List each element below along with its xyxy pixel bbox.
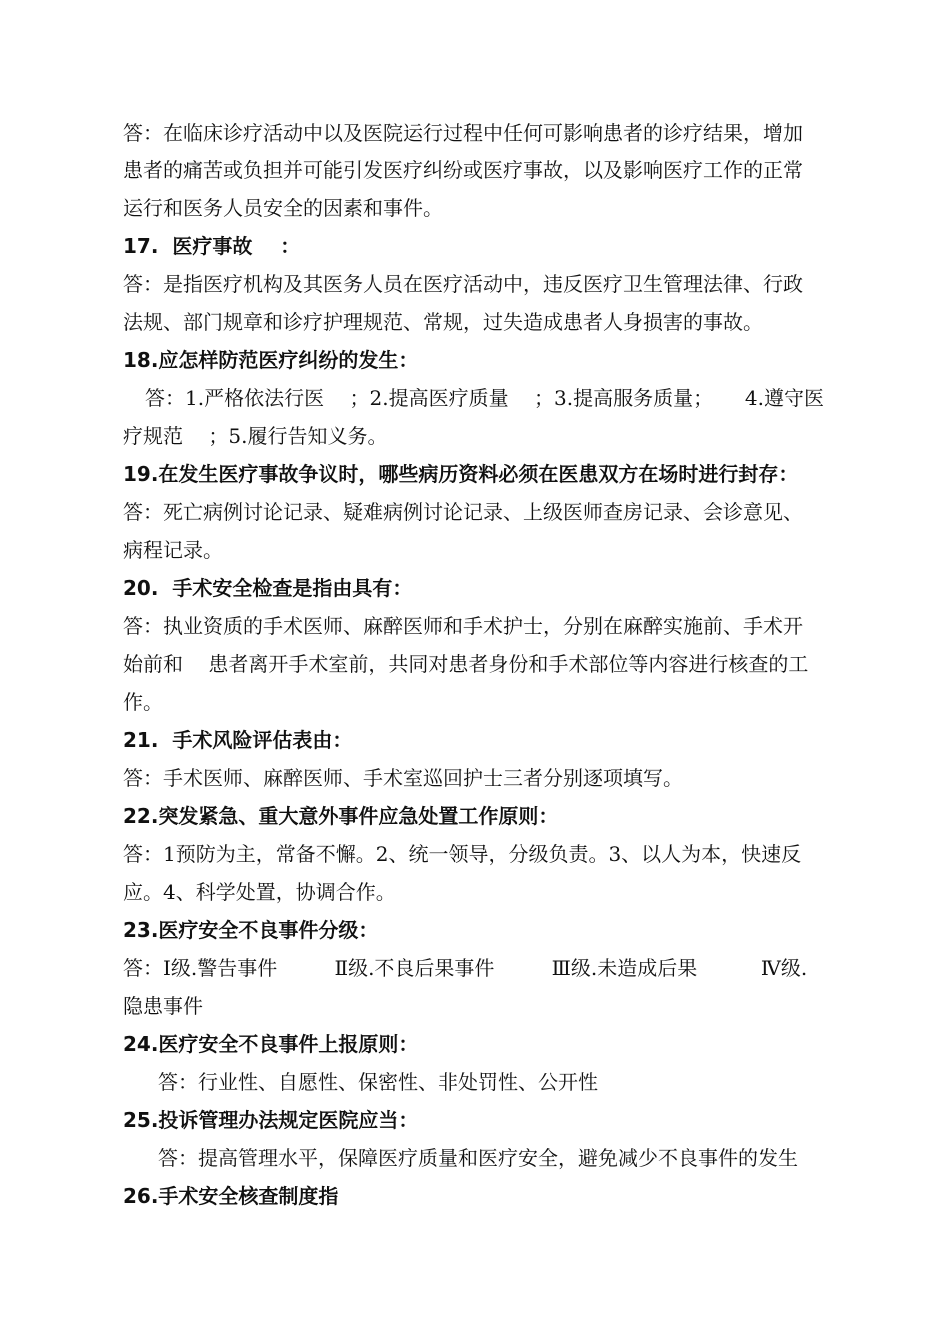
answer-line: 病程记录。: [123, 538, 223, 562]
answer-line: 疗规范 ；5.履行告知义务。: [123, 424, 388, 448]
answer-line: 始前和 患者离开手术室前，共同对患者身份和手术部位等内容进行核查的工: [123, 652, 809, 676]
question-heading: 17. 医疗事故 ：: [123, 234, 301, 258]
answer-line: 法规、部门规章和诊疗护理规范、常规，过失造成患者人身损害的事故。: [123, 310, 763, 334]
question-heading: 20. 手术安全检查是指由具有：: [123, 576, 413, 600]
answer-line: 答：行业性、自愿性、保密性、非处罚性、公开性: [158, 1070, 598, 1094]
answer-line: 答：执业资质的手术医师、麻醉医师和手术护士，分别在麻醉实施前、手术开: [123, 614, 803, 638]
answer-line: 答：提高管理水平，保障医疗质量和医疗安全，避免减少不良事件的发生: [158, 1146, 798, 1170]
question-heading: 25.投诉管理办法规定医院应当：: [123, 1108, 419, 1132]
question-heading: 22.突发紧急、重大意外事件应急处置工作原则：: [123, 804, 559, 828]
question-heading: 26.手术安全核查制度指: [123, 1184, 339, 1208]
question-heading: 18.应怎样防范医疗纠纷的发生：: [123, 348, 419, 372]
answer-line: 答：Ⅰ级.警告事件 Ⅱ级.不良后果事件 Ⅲ级.未造成后果 Ⅳ级.: [123, 956, 808, 980]
answer-line: 答：在临床诊疗活动中以及医院运行过程中任何可影响患者的诊疗结果，增加: [123, 121, 803, 145]
question-heading: 19.在发生医疗事故争议时，哪些病历资料必须在医患双方在场时进行封存：: [123, 462, 799, 486]
answer-line: 运行和医务人员安全的因素和事件。: [123, 196, 443, 220]
answer-line: 患者的痛苦或负担并可能引发医疗纠纷或医疗事故，以及影响医疗工作的正常: [123, 158, 803, 182]
answer-line: 作。: [123, 690, 163, 714]
answer-line: 答：1预防为主，常备不懈。2、统一领导，分级负责。3、以人为本，快速反: [123, 842, 802, 866]
question-heading: 23.医疗安全不良事件分级：: [123, 918, 379, 942]
answer-line: 隐患事件: [123, 994, 203, 1018]
answer-line: 答：是指医疗机构及其医务人员在医疗活动中，违反医疗卫生管理法律、行政: [123, 272, 803, 296]
answer-line: 答：1.严格依法行医 ；2.提高医疗质量 ；3.提高服务质量； 4.遵守医: [145, 386, 824, 410]
answer-line: 答：死亡病例讨论记录、疑难病例讨论记录、上级医师查房记录、会诊意见、: [123, 500, 803, 524]
answer-line: 应。4、科学处置，协调合作。: [123, 880, 396, 904]
question-heading: 24.医疗安全不良事件上报原则：: [123, 1032, 419, 1056]
answer-line: 答：手术医师、麻醉医师、手术室巡回护士三者分别逐项填写。: [123, 766, 683, 790]
question-heading: 21. 手术风险评估表由：: [123, 728, 353, 752]
